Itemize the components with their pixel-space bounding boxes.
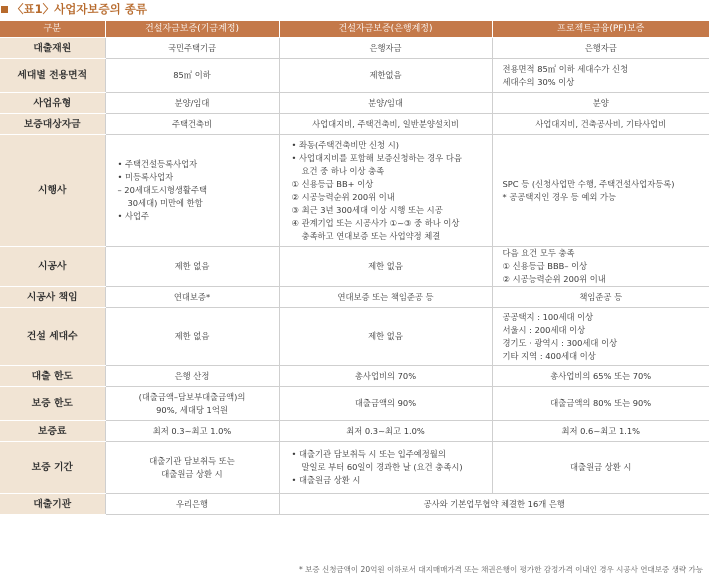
- cell-line: 대출원금 상환 시: [570, 462, 632, 472]
- cell-content: [168, 42, 216, 55]
- cell-line: 사업대지비, 건축공사비, 기타사업비: [535, 118, 667, 129]
- cell-line: ② 시공능력순위 200위 이내: [502, 274, 606, 284]
- table-row: [0, 38, 709, 59]
- cell-pf-guarantee: [492, 247, 709, 287]
- cell-line: SPC 등 (신청사업만 수행, 주택건설사업자등록): [502, 178, 675, 189]
- cell-content: [561, 425, 640, 438]
- cell-line: 총사업비의 70%: [354, 370, 417, 381]
- row-header: 보증 한도: [0, 387, 105, 421]
- cell-bank-account: [279, 308, 492, 366]
- cell-fund-account: [105, 114, 279, 135]
- cell-fund-account: [105, 59, 279, 93]
- cell-line: – 20세대도시형생활주택: [117, 185, 207, 195]
- cell-line: ④ 관계기업 또는 시공사가 ①~③ 중 하나 이상: [291, 217, 460, 228]
- cell-content: [368, 330, 403, 343]
- cell-content: [149, 455, 234, 481]
- header-row: [0, 21, 709, 38]
- cell-bank-account: [279, 38, 492, 59]
- cell-content: [176, 498, 208, 511]
- table-row: [0, 421, 709, 442]
- cell-line: 대출금액의 90%: [354, 398, 417, 408]
- row-header: 시행사: [0, 135, 105, 247]
- cell-bank-account: [279, 366, 492, 387]
- cell-fund-account: [105, 421, 279, 442]
- cell-line: 최저 0.6~최고 1.1%: [561, 425, 641, 436]
- cell-bank-account: [279, 135, 492, 247]
- cell-content: [175, 97, 210, 110]
- cell-line: * 공공택지인 경우 등 예외 가능: [502, 191, 617, 202]
- header-category: 구분: [0, 21, 105, 38]
- cell-line: 기타 지역 : 400세대 이상: [502, 350, 596, 361]
- cell-bank-account: [279, 247, 492, 287]
- table-row: [0, 494, 709, 515]
- cell-line: 요건 중 하나 이상 충족: [301, 165, 385, 176]
- cell-line: (대출금액–담보부대출금액)의: [138, 391, 246, 402]
- cell-line: 연대보증*: [173, 291, 211, 302]
- cell-line: 서울시 : 200세대 이상: [502, 324, 586, 335]
- table-row: [0, 308, 709, 366]
- cell-fund-account: [105, 366, 279, 387]
- cell-line: 연대보증 또는 책임준공 등: [337, 291, 434, 302]
- cell-content: [355, 370, 416, 383]
- cell-line: • 사업주: [117, 211, 150, 221]
- row-header: 대출재원: [0, 38, 105, 59]
- row-header: 세대별 전용면적: [0, 59, 105, 93]
- row-header: 사업유형: [0, 93, 105, 114]
- cell-pf-guarantee: [492, 93, 709, 114]
- cell-fund-account: [105, 135, 279, 247]
- cell-content: [570, 461, 631, 474]
- cell-line: 공사와 기본업무협약 체결한 16개 은행: [423, 498, 565, 509]
- cell-pf-guarantee: [492, 442, 709, 494]
- row-header: 대출 한도: [0, 366, 105, 387]
- cell-line: 대출원금 상환 시: [161, 468, 223, 479]
- cell-line: 공공택지 : 100세대 이상: [502, 311, 594, 322]
- cell-line: • 대출원금 상환 시: [291, 475, 361, 485]
- cell-content: [346, 425, 425, 438]
- cell-content: [369, 69, 401, 82]
- cell-content: [593, 97, 609, 110]
- cell-content: [355, 397, 416, 410]
- cell-content: [175, 370, 210, 383]
- cell-pf-guarantee: [492, 135, 709, 247]
- table-row: [0, 442, 709, 494]
- cell-fund-account: [105, 442, 279, 494]
- guarantee-types-table: [0, 21, 709, 515]
- cell-fund-account: [105, 93, 279, 114]
- header-pf-guarantee: 프로젝트금융(PF)보증: [492, 21, 709, 38]
- cell-content: [550, 397, 651, 410]
- cell-pf-guarantee: [492, 387, 709, 421]
- row-header: 보증 기간: [0, 442, 105, 494]
- cell-content: [172, 118, 212, 131]
- cell-line: 충족하고 연대보증 또는 사업약정 체결: [301, 230, 441, 241]
- cell-content: [292, 139, 462, 243]
- cell-line: ① 신용등급 BB+ 이상: [291, 178, 374, 189]
- cell-content: [503, 311, 618, 363]
- cell-content: [550, 370, 651, 383]
- table-row: [0, 387, 709, 421]
- cell-line: 은행자금: [584, 42, 617, 53]
- cell-bank-account: [279, 59, 492, 93]
- cell-line: 책임준공 등: [579, 291, 623, 302]
- table-title: [1, 1, 147, 17]
- cell-line: 85㎡ 이하: [173, 70, 211, 80]
- cell-content: [503, 178, 675, 204]
- cell-content: [118, 158, 207, 223]
- cell-line: ① 신용등급 BBB– 이상: [502, 261, 588, 271]
- cell-line: 제한 없음: [368, 261, 403, 271]
- cell-bank-account: [279, 442, 492, 494]
- cell-line: 주택건축비: [171, 118, 213, 129]
- cell-bank-and-pf: [279, 494, 709, 515]
- cell-line: • 대출기관 담보취득 시 또는 입주예정월의: [291, 449, 446, 459]
- cell-line: 국민주택기금: [167, 42, 217, 53]
- header-fund-account: 건설자금보증(기금계정): [105, 21, 279, 38]
- cell-pf-guarantee: [492, 38, 709, 59]
- cell-pf-guarantee: [492, 59, 709, 93]
- table-row: [0, 114, 709, 135]
- cell-line: 우리은행: [175, 498, 209, 509]
- table-row: [0, 287, 709, 308]
- cell-line: • 사업대지비를 포함해 보증신청하는 경우 다음: [291, 152, 462, 163]
- cell-pf-guarantee: [492, 308, 709, 366]
- cell-content: [368, 97, 403, 110]
- row-header: 보증료: [0, 421, 105, 442]
- cell-content: [337, 291, 433, 304]
- cell-content: [579, 291, 622, 304]
- cell-content: [503, 247, 606, 286]
- title-text: 〈표1〉사업자보증의 종류: [12, 2, 147, 16]
- cell-line: 은행 산정: [174, 370, 210, 381]
- cell-line: 제한 없음: [174, 261, 210, 271]
- cell-fund-account: [105, 387, 279, 421]
- table-row: [0, 59, 709, 93]
- cell-line: 경기도 · 광역시 : 300세대 이상: [502, 337, 618, 348]
- cell-content: [424, 498, 565, 511]
- cell-line: • 좌동(주택건축비만 신청 시): [291, 139, 399, 150]
- cell-line: 90%, 세대당 1억원: [156, 404, 228, 415]
- row-header: 대출기관: [0, 494, 105, 515]
- cell-line: 최저 0.3~최고 1.0%: [346, 425, 425, 436]
- cell-fund-account: [105, 38, 279, 59]
- cell-fund-account: [105, 308, 279, 366]
- cell-line: 다음 요건 모두 충족: [502, 248, 575, 258]
- cell-content: [368, 260, 403, 273]
- cell-line: 30세대) 미만에 한함: [127, 198, 203, 208]
- cell-pf-guarantee: [492, 287, 709, 308]
- cell-content: [174, 291, 210, 304]
- row-header: 보증대상자금: [0, 114, 105, 135]
- cell-bank-account: [279, 114, 492, 135]
- cell-line: • 주택건설등록사업자: [117, 159, 198, 169]
- cell-fund-account: [105, 494, 279, 515]
- cell-content: [292, 448, 463, 487]
- cell-line: 분양/임대: [368, 97, 403, 108]
- cell-line: 최저 0.3~최고 1.0%: [152, 425, 232, 436]
- cell-line: 말일로 부터 60일이 경과한 날 (요건 충족시): [301, 462, 463, 472]
- cell-content: [369, 42, 401, 55]
- cell-line: 대출금액의 80% 또는 90%: [550, 398, 652, 408]
- row-header: 건설 세대수: [0, 308, 105, 366]
- cell-line: • 미등록사업자: [117, 172, 174, 182]
- cell-line: ② 시공능력순위 200위 이내: [291, 191, 395, 202]
- cell-pf-guarantee: [492, 114, 709, 135]
- cell-pf-guarantee: [492, 421, 709, 442]
- cell-line: 대출기관 담보취득 또는: [149, 455, 235, 466]
- cell-content: [535, 118, 666, 131]
- cell-bank-account: [279, 287, 492, 308]
- cell-line: 제한 없음: [174, 331, 210, 341]
- cell-content: [175, 330, 210, 343]
- table-row: [0, 135, 709, 247]
- cell-fund-account: [105, 287, 279, 308]
- cell-bank-account: [279, 421, 492, 442]
- cell-line: 총사업비의 65% 또는 70%: [550, 370, 652, 381]
- cell-content: [139, 391, 246, 417]
- cell-line: 제한 없음: [368, 331, 403, 341]
- cell-line: 전용면적 85㎡ 이하 세대수가 신청: [502, 63, 629, 74]
- cell-line: 세대수의 30% 이상: [502, 76, 575, 87]
- cell-content: [585, 42, 617, 55]
- cell-line: 은행자금: [369, 42, 402, 53]
- cell-line: ③ 최근 3년 300세대 이상 시행 또는 시공: [291, 204, 443, 215]
- title-square-icon: [1, 6, 8, 13]
- table-row: [0, 247, 709, 287]
- cell-content: [503, 63, 629, 89]
- cell-line: 제한없음: [369, 70, 402, 80]
- cell-line: 분양/임대: [174, 97, 210, 108]
- header-bank-account: 건설자금보증(은행계정): [279, 21, 492, 38]
- table-row: [0, 93, 709, 114]
- row-header: 시공사: [0, 247, 105, 287]
- cell-fund-account: [105, 247, 279, 287]
- table-row: [0, 366, 709, 387]
- cell-content: [312, 118, 459, 131]
- cell-line: 사업대지비, 주택건축비, 일반분양설치비: [312, 118, 459, 129]
- cell-content: [153, 425, 232, 438]
- cell-content: [173, 69, 211, 82]
- cell-bank-account: [279, 387, 492, 421]
- footnote: * 보증 신청금액이 20억원 이하로서 대지매매가격 또는 채권은행이 평가한 감정가격 이내인 경우 시공사 연대보증 생략 가능: [298, 565, 703, 574]
- cell-pf-guarantee: [492, 366, 709, 387]
- row-header: 시공사 책임: [0, 287, 105, 308]
- cell-bank-account: [279, 93, 492, 114]
- cell-content: [175, 260, 210, 273]
- cell-line: 분양: [592, 97, 609, 108]
